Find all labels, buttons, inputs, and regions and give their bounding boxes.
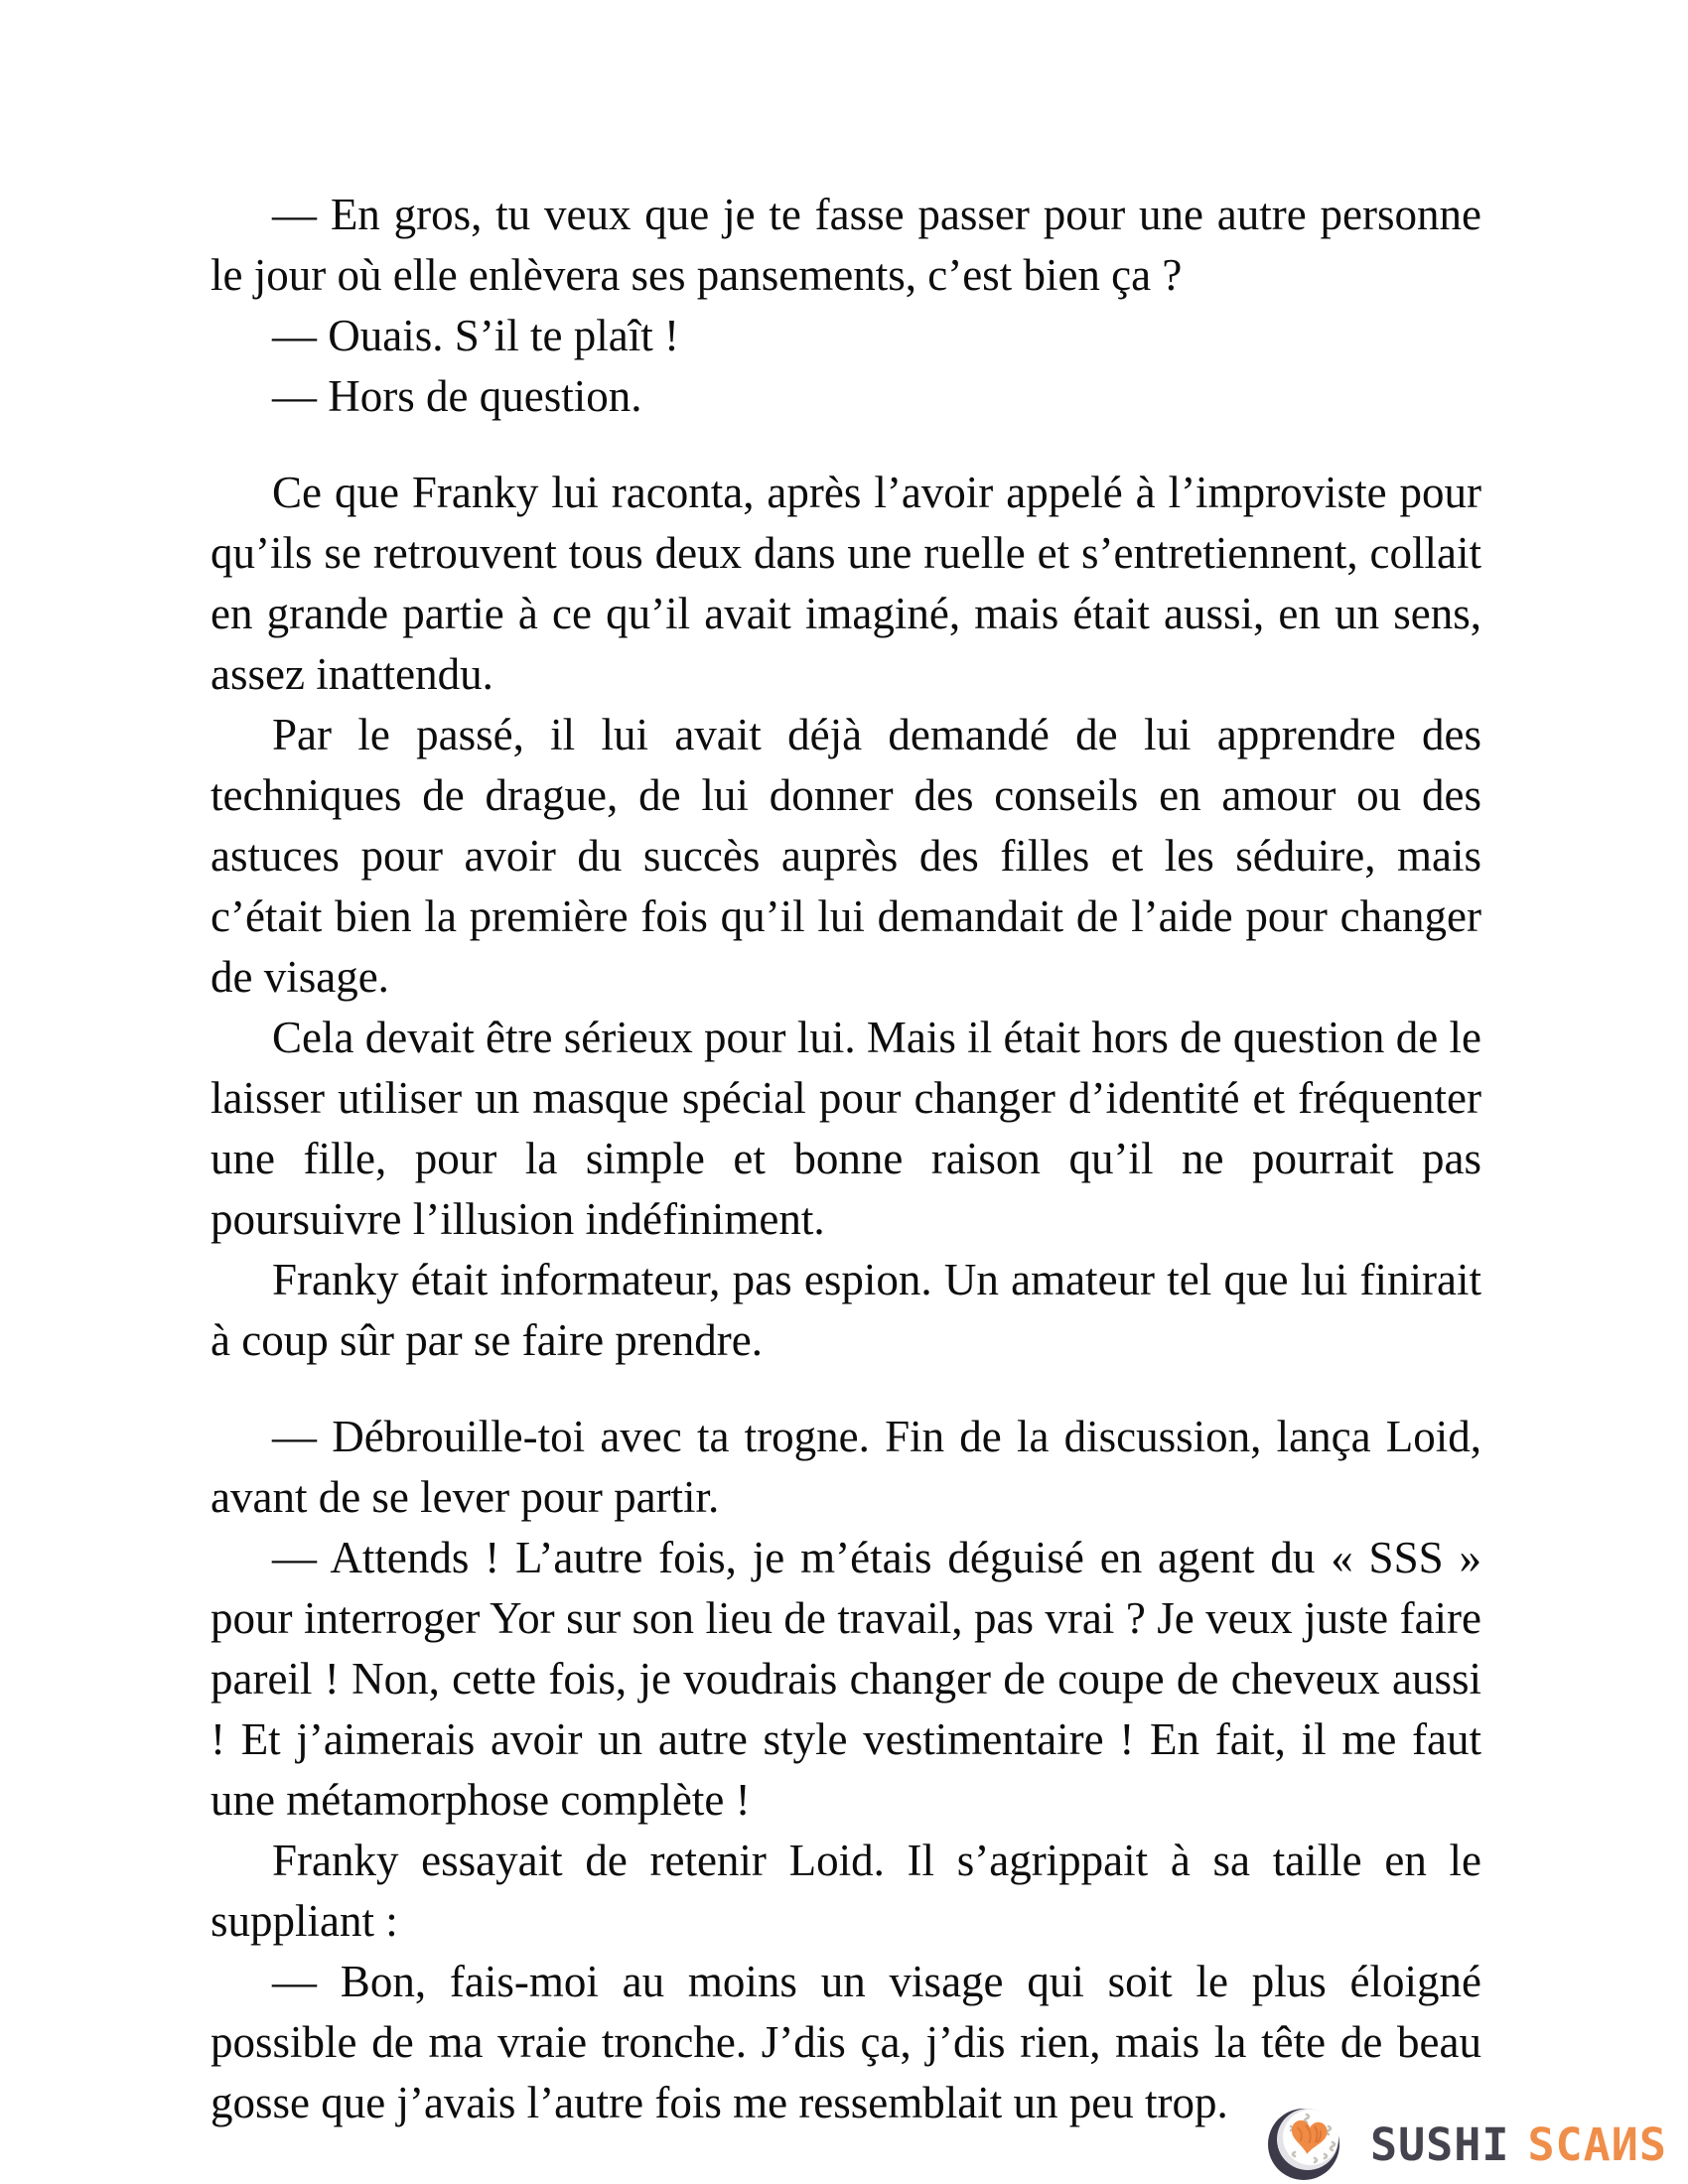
body-paragraph: Cela devait être sérieux pour lui. Mais il était hors de question de le laisser utiliser un masque spécial pour changer d’identité et fréquenter une fille, pour la simple et bonne raison qu’il ne pourrait pas poursuivre l’illusion indéfiniment.: [211, 1013, 1481, 1244]
sushiscans-logo: [1267, 2103, 1667, 2182]
logo-word-scans: SCAИS: [1527, 2117, 1667, 2171]
body-paragraph: — Attends ! L’autre fois, je m’étais déguisé en agent du « SSS » pour interroger Yor sur son lieu de travail, pas vrai ? Je veux juste faire pareil ! Non, cette fois, je voudrais changer de coupe de cheveux aussi ! Et j’aimerais avoir un autre style vestimentaire ! En fait, il me faut une métamorphose complète !: [211, 1533, 1481, 1825]
logo-wordmark: [1370, 2117, 1667, 2171]
logo-word-sushi: SUSHI: [1370, 2117, 1510, 2171]
body-paragraph: Par le passé, il lui avait déjà demandé de lui apprendre des techniques de drague, de lui donner des conseils en amour ou des astuces pour avoir du succès auprès des filles et les séduire, mais c’était bien la première fois qu’il lui demandait de l’aide pour changer de visage.: [211, 710, 1481, 1002]
body-paragraph: Franky était informateur, pas espion. Un amateur tel que lui finirait à coup sûr par se faire prendre.: [211, 1255, 1481, 1365]
body-paragraph: — Hors de question.: [272, 371, 642, 421]
body-paragraph: Ce que Franky lui raconta, après l’avoir appelé à l’improviste pour qu’ils se retrouvent tous deux dans une ruelle et s’entretiennent, collait en grande partie à ce qu’il avait imaginé, mais était aussi, en un sens, assez inattendu.: [211, 468, 1481, 699]
body-paragraph: — Débrouille-toi avec ta trogne. Fin de la discussion, lança Loid, avant de se lever pour partir.: [211, 1412, 1481, 1522]
body-paragraph: — En gros, tu veux que je te fasse passer pour une autre personne le jour où elle enlèvera ses pansements, c’est bien ça ?: [211, 190, 1481, 300]
body-paragraph: — Ouais. S’il te plaît !: [272, 311, 679, 360]
body-paragraph: Franky essayait de retenir Loid. Il s’agrippait à sa taille en le suppliant :: [211, 1836, 1481, 1946]
body-paragraph: — Bon, fais-moi au moins un visage qui soit le plus éloigné possible de ma vraie tronche. J’dis ça, j’dis rien, mais la tête de beau gosse que j’avais l’autre fois me ressemblait un peu trop.: [211, 1957, 1481, 2127]
page-text-block: [211, 185, 1481, 2133]
sushi-roll-icon: [1267, 2103, 1346, 2182]
